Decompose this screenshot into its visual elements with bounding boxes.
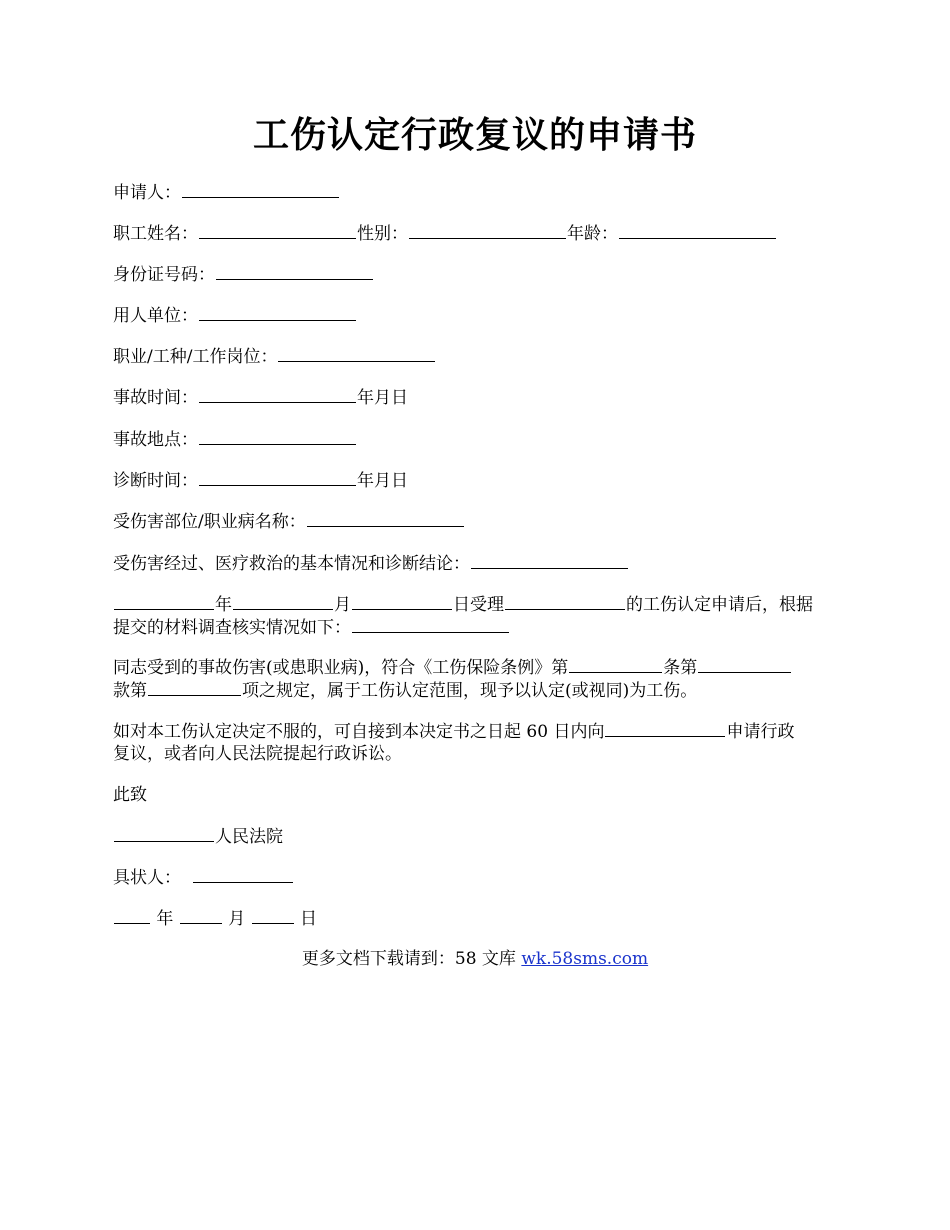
accept-day-blank[interactable] xyxy=(352,593,452,610)
id-number-line xyxy=(113,263,843,286)
date-day-label: 日 xyxy=(300,909,318,929)
job-line xyxy=(113,345,843,368)
accident-time-suffix: 年月日 xyxy=(357,388,408,408)
accident-place-blank[interactable] xyxy=(199,428,356,445)
diagnosis-time-label: 诊断时间： xyxy=(113,471,198,491)
appeal-text-a: 如对本工伤认定决定不服的，可自接到本决定书之日起 60 日内向 xyxy=(113,722,605,742)
applicant-blank[interactable] xyxy=(182,181,339,198)
worker-info-line xyxy=(113,222,843,245)
injury-details-blank[interactable] xyxy=(471,552,628,569)
appeal-paragraph xyxy=(113,720,843,765)
closing-line xyxy=(113,784,843,806)
applicant-name-blank[interactable] xyxy=(505,593,625,610)
applicant-line xyxy=(113,181,843,204)
diagnosis-time-line xyxy=(113,469,843,492)
accident-place-label: 事故地点： xyxy=(113,430,198,450)
determination-text-b: 条第 xyxy=(663,658,698,678)
footer-link[interactable]: wk.58sms.com xyxy=(521,949,649,969)
accept-year-label: 年 xyxy=(215,595,232,615)
accept-year-blank[interactable] xyxy=(114,593,214,610)
accident-time-label: 事故时间： xyxy=(113,388,198,408)
article-blank[interactable] xyxy=(569,656,662,673)
accept-month-label: 月 xyxy=(334,595,351,615)
acceptance-paragraph xyxy=(113,593,843,639)
date-year-label: 年 xyxy=(156,909,174,929)
employer-label: 用人单位： xyxy=(113,306,198,326)
signer-label: 具状人： xyxy=(113,868,181,888)
accident-time-blank[interactable] xyxy=(199,386,356,403)
court-name-blank[interactable] xyxy=(114,825,214,842)
date-month-blank[interactable] xyxy=(180,907,222,924)
accept-month-blank[interactable] xyxy=(233,593,333,610)
injury-part-line xyxy=(113,510,843,533)
employer-line xyxy=(113,304,843,327)
accident-time-line xyxy=(113,386,843,409)
date-day-blank[interactable] xyxy=(252,907,294,924)
document-title: 工伤认定行政复议的申请书 xyxy=(252,115,697,156)
determination-paragraph xyxy=(113,656,843,702)
determination-text-a: 同志受到的事故伤害(或患职业病)，符合《工伤保险条例》第 xyxy=(113,658,569,678)
findings-blank[interactable] xyxy=(352,616,509,633)
court-label: 人民法院 xyxy=(215,827,283,847)
age-blank[interactable] xyxy=(619,222,776,239)
injury-part-blank[interactable] xyxy=(307,510,464,527)
acceptance-text-a: 的工伤认定申请后，根据 xyxy=(626,595,813,615)
determination-text-c: 款第 xyxy=(113,681,147,701)
id-number-blank[interactable] xyxy=(216,263,373,280)
appeal-authority-blank[interactable] xyxy=(605,720,725,737)
diagnosis-time-blank[interactable] xyxy=(199,469,356,486)
appeal-text-c: 复议，或者向人民法院提起行政诉讼。 xyxy=(113,744,402,764)
acceptance-text-b: 提交的材料调查核实情况如下： xyxy=(113,618,351,638)
job-blank[interactable] xyxy=(278,345,435,362)
appeal-text-b: 申请行政 xyxy=(726,722,795,742)
date-line xyxy=(113,907,843,930)
footer xyxy=(0,948,950,970)
injury-details-line xyxy=(113,552,843,575)
injury-details-label: 受伤害经过、医疗救治的基本情况和诊断结论： xyxy=(113,554,470,574)
gender-blank[interactable] xyxy=(409,222,566,239)
age-label: 年龄： xyxy=(567,224,618,244)
worker-name-label: 职工姓名： xyxy=(113,224,198,244)
accept-day-label: 日受理 xyxy=(453,595,504,615)
job-label: 职业/工种/工作岗位： xyxy=(113,347,278,367)
id-number-label: 身份证号码： xyxy=(113,265,215,285)
gender-label: 性别： xyxy=(357,224,408,244)
date-year-blank[interactable] xyxy=(114,907,150,924)
clause-blank[interactable] xyxy=(698,656,791,673)
item-blank[interactable] xyxy=(148,679,241,696)
footer-text: 更多文档下载请到：58 文库 xyxy=(301,949,522,969)
applicant-label: 申请人： xyxy=(113,183,181,203)
diagnosis-time-suffix: 年月日 xyxy=(357,471,408,491)
signer-line xyxy=(113,866,843,889)
date-month-label: 月 xyxy=(228,909,246,929)
determination-text-d: 项之规定，属于工伤认定范围，现予以认定(或视同)为工伤。 xyxy=(242,681,698,701)
signer-blank[interactable] xyxy=(193,866,293,883)
employer-blank[interactable] xyxy=(199,304,356,321)
injury-part-label: 受伤害部位/职业病名称： xyxy=(113,512,306,532)
closing-text: 此致 xyxy=(113,785,147,805)
worker-name-blank[interactable] xyxy=(199,222,356,239)
accident-place-line xyxy=(113,428,843,451)
court-line xyxy=(113,825,843,848)
